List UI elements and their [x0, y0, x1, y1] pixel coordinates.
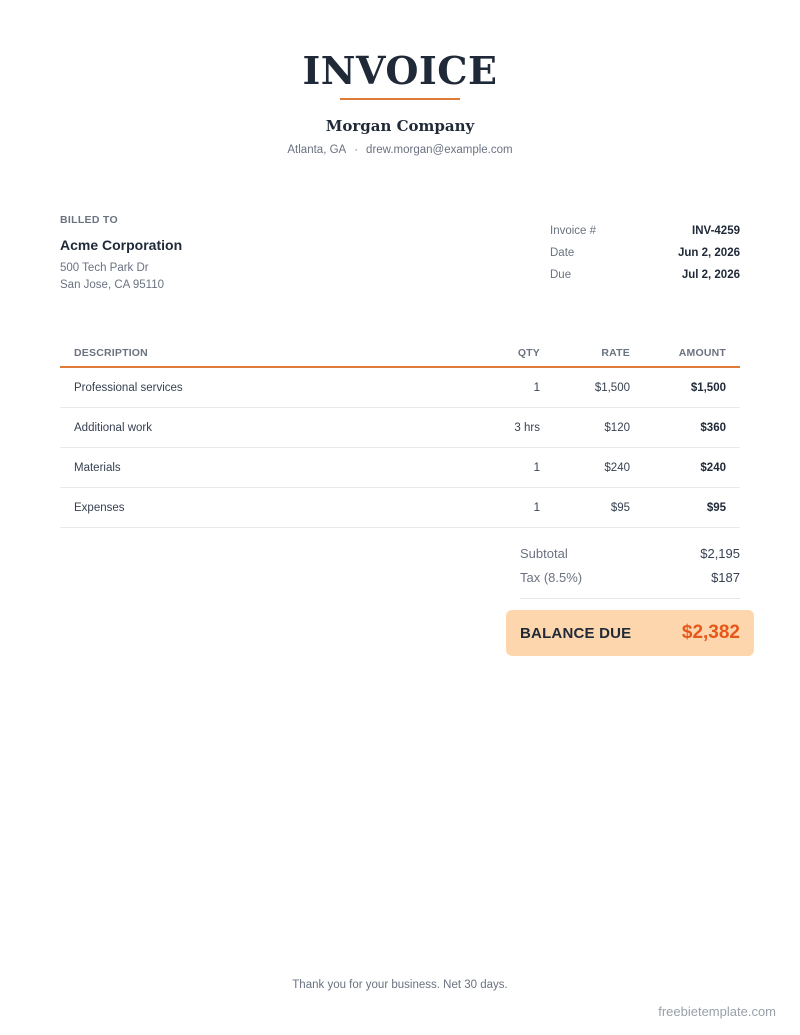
table-row [60, 448, 740, 488]
tax-label: Tax (8.5%) [520, 569, 583, 585]
totals-divider [520, 598, 740, 599]
row-rate: $120 [604, 421, 630, 434]
table-row [60, 368, 740, 408]
table-header [60, 340, 740, 368]
date-label: Date [550, 247, 575, 259]
row-rate: $240 [604, 461, 630, 474]
header-rate: RATE [601, 347, 630, 359]
row-amount: $360 [700, 421, 726, 434]
watermark: freebietemplate.com [658, 1004, 776, 1019]
billed-to-label: BILLED TO [60, 214, 118, 226]
row-qty: 3 hrs [514, 421, 540, 434]
contact-separator: · [354, 144, 359, 156]
due-value: Jul 2, 2026 [681, 269, 740, 281]
meta-row-due [550, 264, 740, 286]
row-amount: $1,500 [690, 381, 726, 394]
table-row [60, 408, 740, 448]
line-items-table [60, 340, 740, 528]
subtotal-label: Subtotal [520, 545, 568, 561]
company-email: drew.morgan@example.com [366, 144, 513, 156]
row-description: Expenses [74, 501, 125, 514]
meta-row-date [550, 242, 740, 264]
row-qty: 1 [533, 381, 540, 394]
client-address-line2: San Jose, CA 95110 [60, 279, 164, 291]
tax-row [520, 565, 740, 589]
balance-due-box [506, 610, 754, 656]
row-rate: $95 [610, 501, 630, 514]
tax-value: $187 [711, 569, 740, 585]
client-name: Acme Corporation [60, 237, 183, 253]
company-location: Atlanta, GA [287, 144, 347, 156]
invoice-header [0, 48, 800, 158]
invoice-number-value: INV-4259 [692, 225, 740, 237]
row-description: Materials [74, 461, 121, 474]
subtotal-value: $2,195 [700, 545, 740, 561]
row-description: Additional work [74, 421, 152, 434]
row-qty: 1 [533, 501, 540, 514]
client-address-line1: 500 Tech Park Dr [60, 262, 149, 274]
row-amount: $95 [706, 501, 726, 514]
row-rate: $1,500 [594, 381, 630, 394]
company-name: Morgan Company [325, 117, 475, 135]
footer-note: Thank you for your business. Net 30 days. [292, 979, 508, 991]
table-row [60, 488, 740, 528]
billed-to-section [60, 213, 360, 294]
title-underline [340, 98, 460, 100]
invoice-meta [550, 220, 740, 286]
subtotal-row [520, 541, 740, 565]
company-contact [0, 142, 800, 158]
invoice-number-label: Invoice # [550, 225, 597, 237]
balance-due-label: BALANCE DUE [520, 624, 632, 642]
balance-due-value: $2,382 [681, 622, 740, 643]
header-amount: AMOUNT [678, 347, 726, 359]
due-label: Due [550, 269, 572, 281]
row-amount: $240 [700, 461, 726, 474]
row-description: Professional services [74, 381, 183, 394]
row-qty: 1 [533, 461, 540, 474]
date-value: Jun 2, 2026 [677, 247, 740, 259]
header-qty: QTY [517, 347, 540, 359]
meta-row-invoice-number [550, 220, 740, 242]
header-description: DESCRIPTION [74, 347, 148, 359]
totals-section [520, 541, 740, 599]
invoice-title: INVOICE [302, 48, 498, 93]
